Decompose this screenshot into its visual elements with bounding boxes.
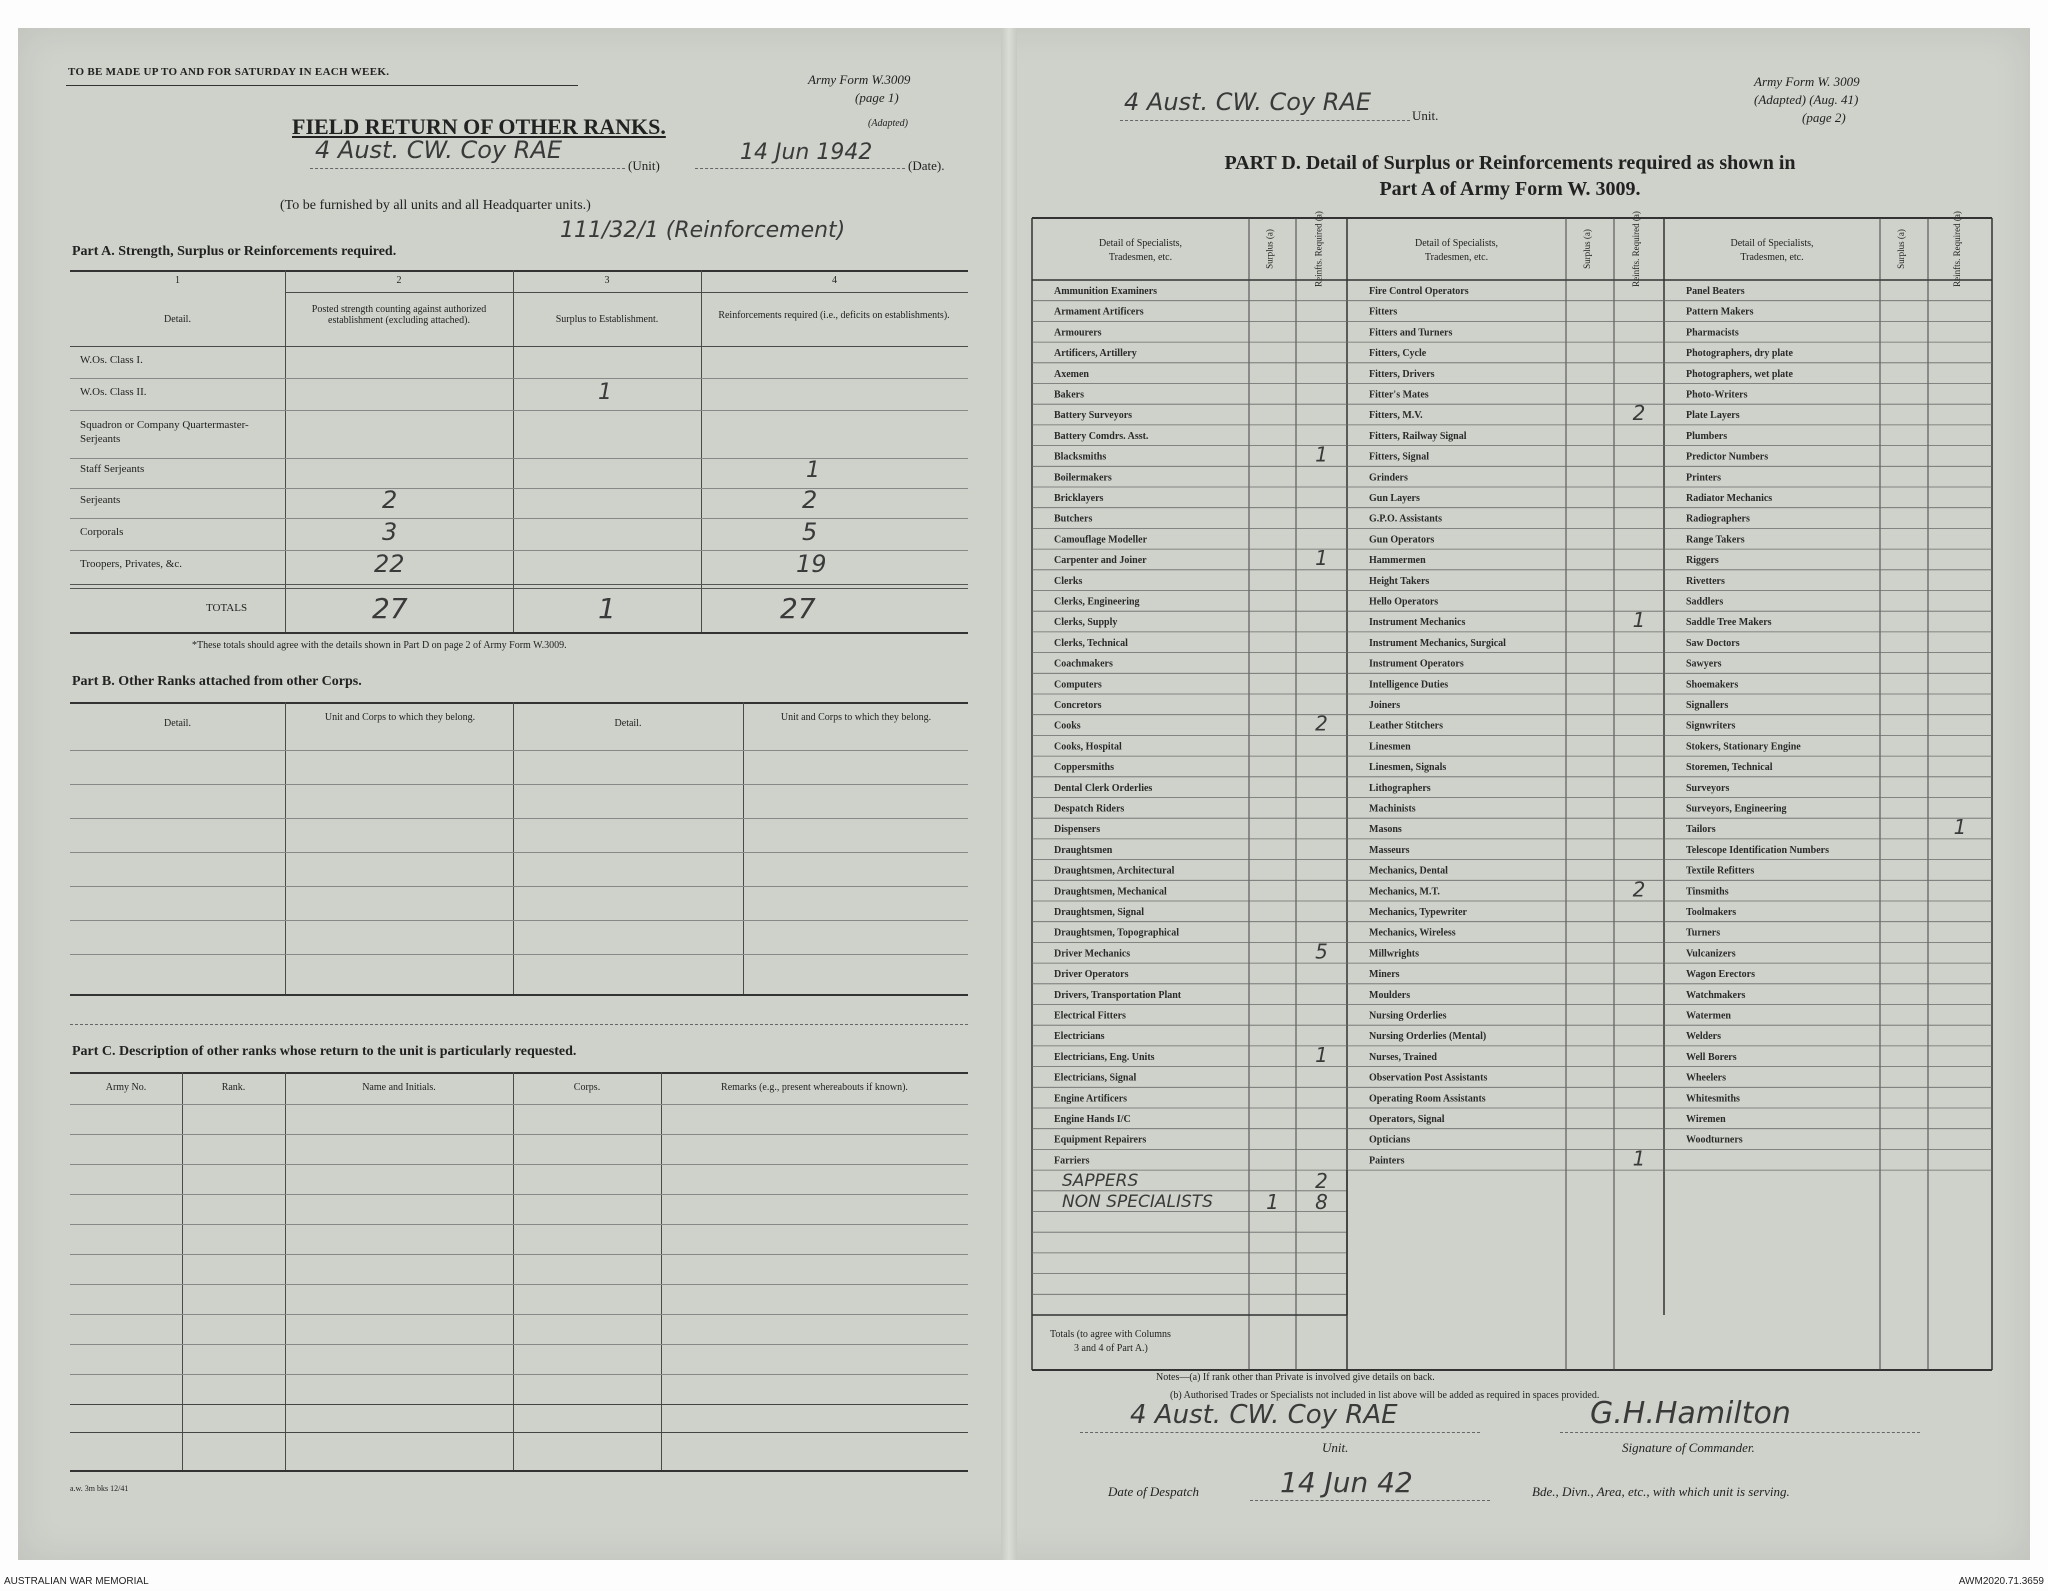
- trade-label: Surveyors: [1686, 782, 1730, 794]
- trade-label: Whitesmiths: [1686, 1093, 1740, 1105]
- trade-label: Despatch Riders: [1054, 803, 1125, 815]
- trade-label: Wiremen: [1686, 1114, 1726, 1125]
- unit-handwritten: 4 Aust. CW. Coy RAE: [315, 136, 563, 164]
- note-b: (b) Authorised Trades or Specialists not included in list above will be added as required in spaces provided.: [1170, 1390, 1600, 1401]
- totals-posted: 27: [372, 592, 408, 625]
- trade-label: Saddlers: [1686, 596, 1724, 608]
- trade-label: Printers: [1686, 472, 1721, 484]
- col-header-detail: Detail.: [164, 314, 191, 325]
- trade-label: Mechanics, Dental: [1369, 865, 1448, 877]
- part-c-col-rank: Rank.: [221, 1082, 246, 1093]
- part-a-heading: Part A. Strength, Surplus or Reinforcements required.: [72, 244, 397, 259]
- trade-label: Electricians, Eng. Units: [1054, 1051, 1155, 1063]
- trade-label: Engine Artificers: [1054, 1093, 1128, 1105]
- trade-label: Nursing Orderlies: [1369, 1010, 1447, 1022]
- totals-surplus: 1: [598, 592, 616, 625]
- detail-header: Detail of Specialists,: [1098, 238, 1183, 249]
- trade-label: Bricklayers: [1054, 493, 1104, 504]
- trade-label: Boilermakers: [1054, 472, 1112, 484]
- col-number-2: 2: [396, 275, 402, 286]
- trade-label: Leather Stitchers: [1369, 720, 1443, 732]
- footer-left: AUSTRALIAN WAR MEMORIAL: [4, 1576, 149, 1587]
- trade-label: Photographers, wet plate: [1686, 368, 1793, 380]
- trade-label: Photo-Writers: [1686, 389, 1748, 401]
- commander-signature: G.H.Hamilton: [1590, 1396, 1791, 1431]
- trade-label: Draughtsmen, Architectural: [1054, 865, 1175, 877]
- trade-label: Artificers, Artillery: [1054, 348, 1137, 360]
- row-reinforcements: 1: [806, 458, 820, 483]
- surplus-header: Surplus (a): [1896, 229, 1906, 269]
- trade-label: Nursing Orderlies (Mental): [1369, 1031, 1487, 1043]
- trade-label: Signwriters: [1686, 720, 1736, 732]
- date-label: (Date).: [908, 158, 945, 173]
- trade-label: Wagon Erectors: [1686, 969, 1755, 981]
- reinf-header: Reinfts. Required (a): [1631, 211, 1641, 287]
- row-detail: Squadron or Company Quartermaster-Serjeants: [80, 419, 249, 445]
- trade-label: Hello Operators: [1369, 596, 1439, 608]
- col-header-posted: Posted strength counting against authorized establishment (excluding attached).: [311, 304, 487, 326]
- trade-label: Machinists: [1369, 803, 1416, 815]
- despatch-line: [1250, 1500, 1490, 1501]
- trade-label: Pharmacists: [1686, 327, 1739, 339]
- trade-label: G.P.O. Assistants: [1369, 513, 1442, 525]
- col-number-1: 1: [175, 275, 180, 286]
- print-code: a.w. 3m bks 12/41: [70, 1484, 129, 1493]
- part-b-col-detail: Detail.: [164, 718, 191, 729]
- trade-label: Mechanics, M.T.: [1369, 886, 1440, 898]
- trade-label: Nurses, Trained: [1369, 1051, 1437, 1063]
- part-c-col-name: Name and Initials.: [362, 1082, 436, 1093]
- reinf-value: 5: [1315, 939, 1328, 964]
- trade-label: Camouflage Modeller: [1054, 534, 1148, 546]
- totals-label: 3 and 4 of Part A.): [1074, 1343, 1148, 1354]
- despatch-date-handwritten: 14 Jun 42: [1280, 1466, 1413, 1499]
- bde-label: Bde., Divn., Area, etc., with which unit is serving.: [1532, 1484, 1790, 1499]
- part-c-heading: Part C. Description of other ranks whose return to the unit is particularly requested.: [72, 1044, 577, 1059]
- trade-label: Masseurs: [1369, 844, 1410, 856]
- trade-label: Welders: [1686, 1031, 1721, 1043]
- trade-label: Engine Hands I/C: [1054, 1114, 1131, 1125]
- unit-handwritten: 4 Aust. CW. Coy RAE: [1124, 88, 1372, 116]
- trade-label: Millwrights: [1369, 948, 1419, 960]
- reinf-value: 2: [1315, 711, 1328, 736]
- trade-label: Radiator Mechanics: [1686, 493, 1773, 504]
- trade-label: Watermen: [1686, 1010, 1731, 1022]
- detail-header: Tradesmen, etc.: [1108, 252, 1173, 263]
- trade-label: Dental Clerk Orderlies: [1054, 782, 1153, 794]
- trade-label: Storemen, Technical: [1686, 762, 1773, 774]
- part-b-col-detail: Detail.: [614, 718, 642, 729]
- trade-label: Axemen: [1054, 368, 1089, 380]
- trade-label: Hammermen: [1369, 555, 1426, 567]
- form-title: FIELD RETURN OF OTHER RANKS.: [292, 114, 666, 139]
- trade-label: Carpenter and Joiner: [1054, 555, 1147, 567]
- trade-label: Driver Mechanics: [1054, 948, 1131, 960]
- trade-label: Dispensers: [1054, 824, 1101, 836]
- trade-label: Equipment Repairers: [1054, 1134, 1147, 1146]
- trade-label: Linesmen, Signals: [1369, 762, 1447, 774]
- trade-label: Lithographers: [1369, 782, 1431, 794]
- trade-label: Bakers: [1054, 389, 1084, 401]
- adapted-note: (Adapted) (Aug. 41): [1754, 92, 1859, 107]
- trade-label: Grinders: [1369, 472, 1408, 484]
- reinf-value: 1: [1953, 815, 1967, 840]
- part-b-heading: Part B. Other Ranks attached from other Corps.: [72, 674, 362, 689]
- trade-label: Computers: [1054, 679, 1102, 691]
- commander-label: Signature of Commander.: [1622, 1440, 1755, 1455]
- trade-label: Driver Operators: [1054, 969, 1129, 981]
- trade-label: Armament Artificers: [1054, 306, 1144, 318]
- trade-label: Fire Control Operators: [1369, 286, 1469, 297]
- row-detail: Serjeants: [80, 494, 121, 506]
- trade-label: Ammunition Examiners: [1054, 286, 1158, 297]
- commander-signature-line: [1560, 1432, 1920, 1433]
- trade-label: Tinsmiths: [1686, 886, 1729, 898]
- surplus-value: 1: [1266, 1189, 1279, 1214]
- trade-label: Battery Surveyors: [1054, 410, 1133, 422]
- reinf-header: Reinfts. Required (a): [1313, 211, 1324, 287]
- row-surplus: 1: [598, 380, 612, 405]
- reinf-value: 1: [1632, 608, 1646, 633]
- unit-label: (Unit): [628, 158, 660, 173]
- trade-label: Fitters: [1369, 306, 1398, 318]
- trade-label: Electricians, Signal: [1054, 1072, 1137, 1084]
- trade-label: Gun Layers: [1369, 493, 1420, 504]
- reinf-value: 8: [1315, 1189, 1328, 1214]
- row-detail: Staff Serjeants: [80, 463, 145, 475]
- detail-header: Detail of Specialists,: [1730, 238, 1814, 249]
- part-d-title: PART D. Detail of Surplus or Reinforcements required as shown in: [1224, 152, 1796, 174]
- trade-label: Telescope Identification Numbers: [1686, 844, 1829, 856]
- footer-right: AWM2020.71.3659: [1958, 1576, 2044, 1587]
- reinf-value: 1: [1632, 1146, 1646, 1171]
- trade-label: Fitters, Cycle: [1369, 348, 1427, 360]
- trade-label: Draughtsmen, Mechanical: [1054, 886, 1167, 898]
- trade-label: Clerks: [1054, 575, 1083, 587]
- weekly-instruction: TO BE MADE UP TO AND FOR SATURDAY IN EACH WEEK.: [68, 66, 390, 78]
- reinf-value: 1: [1315, 546, 1328, 571]
- trade-label: Sawyers: [1686, 658, 1722, 670]
- trade-label: Turners: [1686, 927, 1721, 939]
- trade-label: Gun Operators: [1369, 534, 1435, 546]
- trade-label: Coppersmiths: [1054, 762, 1115, 774]
- trade-label: Mechanics, Typewriter: [1369, 907, 1467, 918]
- trade-label: Draughtsmen, Signal: [1054, 907, 1145, 918]
- trade-label: Saw Doctors: [1686, 637, 1740, 649]
- surplus-header: Surplus (a): [1582, 229, 1592, 269]
- trade-label: Draughtsmen, Topographical: [1054, 927, 1180, 939]
- trade-label: Fitter's Mates: [1369, 389, 1429, 401]
- trade-label: Blacksmiths: [1054, 451, 1107, 463]
- trade-label: Linesmen: [1369, 741, 1411, 753]
- part-b-col-unit: Unit and Corps to which they belong.: [780, 712, 932, 723]
- extra-row-label: SAPPERS: [1062, 1171, 1139, 1192]
- detail-header: Tradesmen, etc.: [1424, 252, 1489, 263]
- row-detail: Corporals: [80, 526, 124, 538]
- totals-label: TOTALS: [206, 602, 248, 614]
- trade-label: Battery Comdrs. Asst.: [1054, 430, 1149, 442]
- row-reinforcements: 19: [796, 550, 827, 578]
- trade-label: Clerks, Engineering: [1054, 596, 1140, 608]
- col-header-reinforcements: Reinforcements required (i.e., deficits on establishments).: [718, 310, 950, 321]
- trade-label: Textile Refitters: [1686, 865, 1755, 877]
- date-handwritten: 14 Jun 1942: [740, 140, 873, 165]
- row-reinforcements: 2: [802, 486, 818, 514]
- form-id: Army Form W. 3009: [1754, 74, 1860, 89]
- reinf-value: 1: [1315, 442, 1328, 467]
- row-reinforcements: 5: [802, 518, 818, 546]
- part-b-col-unit: Unit and Corps to which they belong.: [324, 712, 476, 723]
- trade-label: Range Takers: [1686, 534, 1745, 546]
- reinf-value: 1: [1315, 1042, 1328, 1067]
- row-detail: Troopers, Privates, &c.: [80, 558, 182, 570]
- trade-label: Pattern Makers: [1686, 306, 1754, 318]
- reinf-value: 2: [1632, 877, 1646, 902]
- trade-label: Intelligence Duties: [1369, 679, 1449, 691]
- trade-label: Joiners: [1369, 700, 1401, 711]
- trade-label: Vulcanizers: [1686, 948, 1736, 960]
- row-posted: 22: [374, 550, 405, 578]
- trade-label: Fitters, Drivers: [1369, 368, 1435, 380]
- trade-label: Radiographers: [1686, 513, 1750, 525]
- note-a: Notes—(a) If rank other than Private is involved give details on back.: [1156, 1372, 1435, 1383]
- trade-label: Shoemakers: [1686, 679, 1739, 691]
- row-posted: 3: [382, 518, 398, 546]
- trade-label: Opticians: [1369, 1134, 1411, 1146]
- unit-signature-handwritten: 4 Aust. CW. Coy RAE: [1130, 1400, 1398, 1430]
- trade-label: Electrical Fitters: [1054, 1010, 1126, 1022]
- trade-label: Coachmakers: [1054, 658, 1113, 670]
- trade-label: Fitters, M.V.: [1369, 410, 1423, 422]
- trade-label: Rivetters: [1686, 575, 1725, 587]
- trade-label: Plate Layers: [1686, 410, 1740, 422]
- trade-label: Clerks, Supply: [1054, 617, 1118, 629]
- trade-label: Operators, Signal: [1369, 1114, 1445, 1125]
- trade-label: Saddle Tree Makers: [1686, 617, 1772, 629]
- unit-label: Unit.: [1412, 108, 1439, 123]
- trade-label: Predictor Numbers: [1686, 451, 1769, 463]
- col-header-surplus: Surplus to Establishment.: [555, 314, 659, 325]
- part-c-col-remarks: Remarks (e.g., present whereabouts if known).: [721, 1082, 908, 1093]
- totals-reinforcements: 27: [780, 592, 816, 625]
- surplus-header: Surplus (a): [1264, 229, 1275, 269]
- part-c-col-army-no: Army No.: [105, 1082, 147, 1093]
- furnish-note: (To be furnished by all units and all Headquarter units.): [280, 198, 591, 213]
- trade-label: Fitters, Railway Signal: [1369, 430, 1467, 442]
- page-number: (page 1): [855, 90, 899, 105]
- reinf-header: Reinfts. Required (a): [1952, 211, 1962, 287]
- despatch-label: Date of Despatch: [1108, 1484, 1199, 1499]
- trade-label: Clerks, Technical: [1054, 637, 1128, 649]
- trade-label: Panel Beaters: [1686, 286, 1745, 297]
- trade-label: Tailors: [1686, 824, 1716, 836]
- trade-label: Instrument Mechanics: [1369, 617, 1466, 629]
- trade-label: Operating Room Assistants: [1369, 1093, 1486, 1105]
- trade-label: Surveyors, Engineering: [1686, 803, 1787, 815]
- extra-row-label: NON SPECIALISTS: [1062, 1191, 1213, 1212]
- reference-handwritten: 111/32/1 (Reinforcement): [560, 218, 846, 243]
- trade-label: Cooks, Hospital: [1054, 741, 1122, 753]
- col-number-3: 3: [604, 275, 610, 286]
- detail-header: Tradesmen, etc.: [1740, 252, 1804, 263]
- trade-label: Instrument Mechanics, Surgical: [1369, 637, 1506, 649]
- trade-label: Farriers: [1054, 1155, 1090, 1167]
- trade-label: Drivers, Transportation Plant: [1054, 989, 1182, 1001]
- trade-label: Masons: [1369, 824, 1402, 836]
- trade-label: Fitters and Turners: [1369, 327, 1453, 339]
- reinf-value: 2: [1632, 401, 1646, 426]
- adapted-note: (Adapted): [868, 118, 908, 129]
- trade-label: Plumbers: [1686, 430, 1728, 442]
- form-id: Army Form W.3009: [808, 72, 911, 87]
- trade-label: Toolmakers: [1686, 907, 1737, 918]
- trade-label: Signallers: [1686, 700, 1729, 711]
- row-detail: W.Os. Class I.: [80, 354, 143, 366]
- trade-label: Concretors: [1054, 700, 1102, 711]
- trade-label: Electricians: [1054, 1031, 1105, 1043]
- trade-label: Well Borers: [1686, 1051, 1737, 1063]
- trade-label: Miners: [1369, 969, 1400, 981]
- trade-label: Watchmakers: [1686, 989, 1746, 1001]
- trade-label: Draughtsmen: [1054, 844, 1113, 856]
- detail-header: Detail of Specialists,: [1414, 238, 1499, 249]
- trade-label: Painters: [1369, 1155, 1405, 1167]
- trade-label: Butchers: [1054, 513, 1093, 525]
- trade-label: Armourers: [1054, 327, 1102, 339]
- trade-label: Moulders: [1369, 989, 1411, 1001]
- page-number: (page 2): [1802, 110, 1846, 125]
- trade-label: Instrument Operators: [1369, 658, 1464, 670]
- reinf-value: 2: [1315, 1169, 1328, 1194]
- unit-signature-label: Unit.: [1322, 1440, 1349, 1455]
- trade-label: Photographers, dry plate: [1686, 348, 1793, 360]
- trade-label: Height Takers: [1369, 575, 1430, 587]
- trade-label: Fitters, Signal: [1369, 451, 1429, 463]
- trade-label: Cooks: [1054, 720, 1081, 732]
- trade-label: Stokers, Stationary Engine: [1686, 741, 1801, 753]
- totals-label: Totals (to agree with Columns: [1050, 1329, 1171, 1340]
- trade-label: Woodturners: [1686, 1134, 1743, 1146]
- row-detail: W.Os. Class II.: [80, 386, 147, 398]
- part-d-title-2: Part A of Army Form W. 3009.: [1379, 178, 1641, 200]
- totals-footnote: *These totals should agree with the details shown in Part D on page 2 of Army Form W.3009.: [192, 640, 567, 651]
- unit-signature-line: [1080, 1432, 1480, 1433]
- trade-label: Observation Post Assistants: [1369, 1072, 1488, 1084]
- row-posted: 2: [382, 486, 398, 514]
- part-c-col-corps: Corps.: [573, 1082, 601, 1093]
- col-number-4: 4: [832, 275, 837, 286]
- trade-label: Wheelers: [1686, 1072, 1726, 1084]
- trade-label: Riggers: [1686, 555, 1719, 567]
- trade-label: Mechanics, Wireless: [1369, 927, 1456, 939]
